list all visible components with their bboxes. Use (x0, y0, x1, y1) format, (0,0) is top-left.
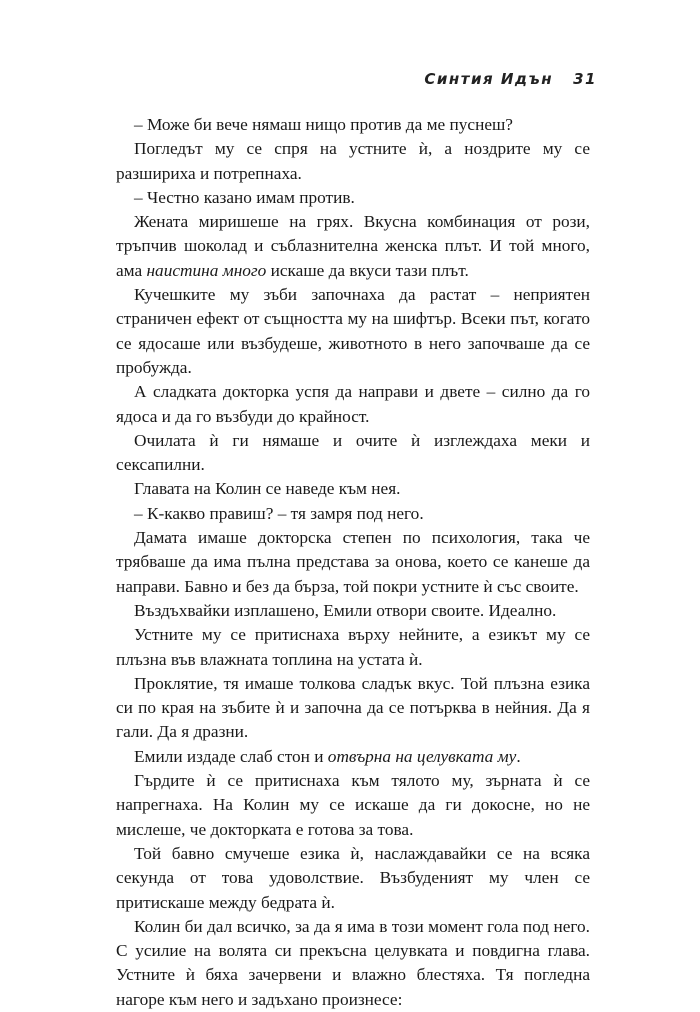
paragraph-text: Кучешките му зъби започнаха да растат – неприятен страничен ефект от същността му на шифтър. Всеки път, когато се ядосаше или възбудеше, животното в него започваше да се пробужда. (116, 285, 590, 377)
paragraph (116, 210, 590, 283)
paragraph-text: – Честно казано имам против. (134, 187, 355, 207)
paragraph (116, 599, 590, 623)
paragraph (116, 915, 590, 1012)
paragraph-text: Въздъхвайки изплашено, Емили отвори своите. Идеално. (134, 600, 557, 620)
paragraph (116, 842, 590, 915)
paragraph-text: Очилата ѝ ги нямаше и очите ѝ изглеждаха меки и сексапилни. (116, 430, 590, 475)
paragraph (116, 113, 590, 137)
paragraph-text: Колин би дал всичко, за да я има в този момент гола под него. С усилие на волята си прекъсна целувката и повдигна глава. Устните ѝ бяха зачервени и влажно блестяха. Тя погледна нагоре към него и задъхано произнесе: (116, 916, 590, 1009)
paragraph (116, 429, 590, 478)
paragraph (116, 769, 590, 842)
paragraph-text: . (516, 746, 521, 766)
paragraph-text: Емили издаде слаб стон и (134, 746, 328, 766)
italic-text: наистина много (146, 260, 267, 280)
paragraph (116, 502, 590, 526)
paragraph-text: Жената миришеше на грях. Вкусна комбинация от рози, тръпчив шоколад и съблазнителна женска плът. И той много, ама (116, 212, 590, 280)
paragraph (116, 477, 590, 501)
paragraph-text: Устните му се притиснаха върху нейните, а езикът му се плъзна във влажната топлина на устата ѝ. (116, 625, 590, 669)
paragraph (116, 745, 590, 769)
paragraph-text: Проклятие, тя имаше толкова сладък вкус. Той плъзна езика си по края на зъбите ѝ и започна да се потърква в нейния. Да я гали. Да я дразни. (116, 673, 590, 742)
paragraph (116, 380, 590, 429)
author-name: Синтия Идън (424, 70, 554, 88)
paragraph-text: – Може би вече нямаш нищо против да ме пуснеш? (134, 115, 513, 134)
running-head (424, 70, 597, 88)
paragraph (116, 672, 590, 745)
paragraph-text: Главата на Колин се наведе към нея. (134, 479, 401, 499)
paragraph-text: – К-какво правиш? – тя замря под него. (134, 503, 424, 523)
paragraph-text: А сладката докторка успя да направи и двете – силно да го ядоса и да го възбуди до крайност. (116, 382, 590, 426)
paragraph (116, 623, 590, 672)
page-number: 31 (573, 70, 597, 88)
paragraph (116, 283, 590, 380)
paragraph (116, 137, 590, 186)
paragraph (116, 186, 590, 210)
italic-text: отвърна на целувката му (327, 746, 517, 766)
paragraph-text: Дамата имаше докторска степен по психология, така че трябваше да има пълна представа за онова, което се канеше да направи. Бавно и без да бърза, той покри устните ѝ със своите. (116, 528, 590, 596)
body-text (116, 113, 590, 1012)
paragraph-text: Гърдите ѝ се притиснаха към тялото му, зърната ѝ се напрегнаха. На Колин му се искаше да ги докосне, но не мислеше, че докторката е готова за това. (116, 771, 590, 839)
paragraph (116, 526, 590, 599)
paragraph-text: Погледът му се спря на устните ѝ, а ноздрите му се разшириха и потрепнаха. (116, 139, 590, 183)
paragraph-text: Той бавно смучеше езика ѝ, наслаждавайки се на всяка секунда от това удоволствие. Възбуденият му член се притискаше между бедрата ѝ. (116, 843, 590, 912)
paragraph-text: искаше да вкуси тази плът. (266, 260, 469, 280)
